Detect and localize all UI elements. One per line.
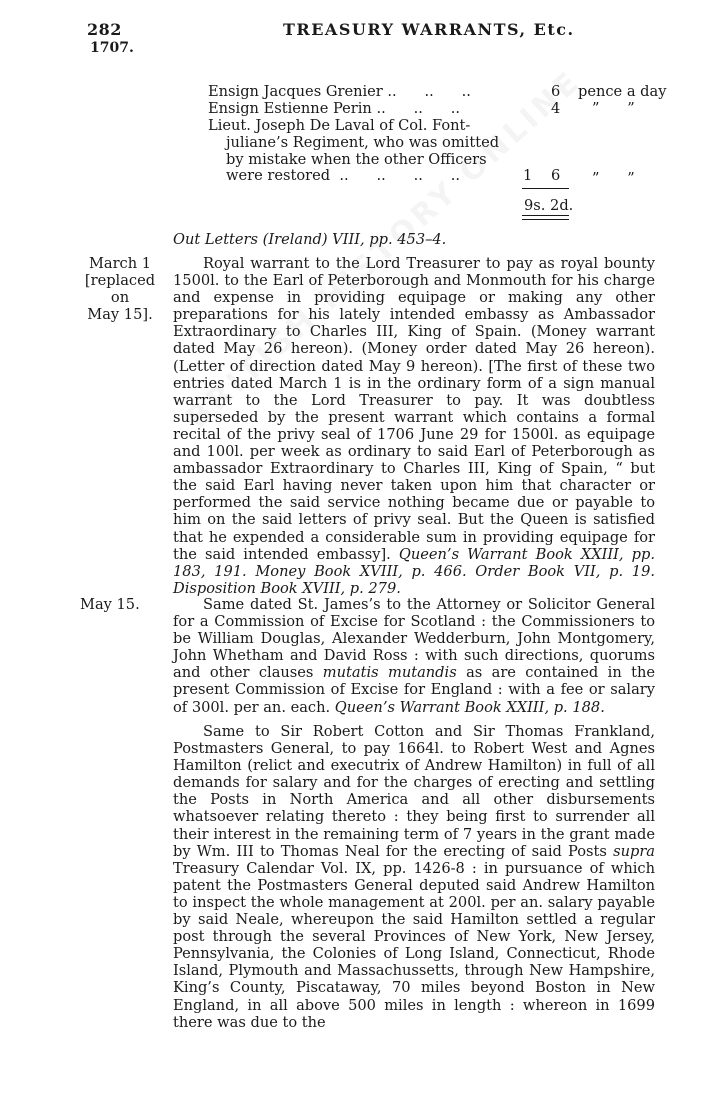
allowance-row — [208, 100, 460, 117]
ditto-marks: ” ” — [592, 170, 635, 187]
officer-name: Ensign Jacques Grenier — [208, 83, 383, 100]
amount-unit: pence a day — [578, 83, 667, 100]
dot-leader: .. .. .. — [382, 83, 471, 100]
entry-text-continued: as are contained in the present Commission of Excise for England : with a fee or salary of 300l. per an. each. — [173, 664, 655, 716]
entry-text-continued: Treasury Calendar Vol. IX, pp. 1426-8 : in pursuance of which patent the Postmasters General deputed said Andrew Hamilton to inspect the whole management at 200l. per an. salary payable by said Neale, whereupon the said Hamilton settled a regular post through the several Provinces of New York, New Jersey, Pennsylvania, the Colonies of Long Island, Connecticut, Rhode Island, Plymouth and Massachussetts, through New Hampshire, King’s County, Piscataway, 70 miles beyond Boston in New England, in all above 500 miles in length : whereon in 1699 there was due to the — [173, 859, 655, 1031]
margin-date-line: on — [110, 289, 130, 306]
margin-date-line: March 1 — [88, 255, 152, 272]
sum-rule — [522, 188, 569, 189]
dot-leader: .. .. .. — [371, 100, 460, 117]
margin-date-line: [replaced — [84, 272, 156, 289]
entry-text: Royal warrant to the Lord Treasurer to pay as royal bounty 1500l. to the Earl of Peterborough and Monmouth for his charge and expense in providing equipage or making any other preparations for his lately intended embassy as Ambassador Extraordinary to Charles III, King of Spain. (Money warrant dated May 26 hereon). (Money order dated May 26 hereon). (Letter of direction dated May 9 hereon). [The first of these two entries dated March 1 is in the ordinary form of a sign manual warrant to the Lord Treasurer to pay. It was doubtless superseded by the present warrant which contains a formal recital of the privy seal of 1706 June 29 for 1500l. as equipage and 100l. per week as ordinary to said Earl of Peterborough as ambassador Extraordinary to Charles III, King of Spain, “ but the said Earl having never taken upon him that character or performed the said service nothing became due or payable to him on the said letters of privy seal. But the Queen is satisfied that he expended a considerable sum in providing equipage for the said intended embassy]. — [173, 255, 655, 563]
amount-shillings: 1 — [523, 167, 533, 184]
warrant-entry — [173, 723, 655, 1031]
warrant-entry — [173, 255, 655, 597]
amount-pence: 6 — [551, 167, 561, 184]
margin-date-line: May 15. — [80, 596, 140, 613]
amount: 6 — [551, 83, 561, 100]
running-header: TREASURY WARRANTS, Etc. — [283, 20, 575, 39]
officer-entry-line: were restored .. .. .. .. — [226, 167, 460, 184]
officer-entry-line: juliane’s Regiment, who was omitted — [226, 134, 500, 151]
entry-text: Same dated St. James’s to the Attorney or Solicitor General for a Commission of Excise for Scotland : the Commissioners to be William Douglas, Alexander Wedderburn, John Montgomery, John Whetham and David Ross : with such directions, quorums and other clauses — [173, 596, 655, 682]
entry-text: Same to Sir Robert Cotton and Sir Thomas Frankland, Postmasters General, to pay 1664l. to Robert West and Agnes Hamilton (relict and executrix of Andrew Hamilton) in full of all demands for salary and for the charges of erecting and settling the Posts in North America and all other disbursements whatsoever relating thereto : they being first to surrender all their interest in the remaining term of 7 years in the grant made by Wm. III to Thomas Neal for the erecting of said Posts — [173, 723, 655, 860]
latin-word: supra — [613, 842, 656, 860]
page-number: 282 — [87, 20, 122, 39]
warrant-entry — [173, 596, 655, 716]
total-double-rule — [522, 215, 569, 220]
officer-entry-line: Lieut. Joseph De Laval of Col. Font- — [208, 117, 471, 134]
total-amount: 9s. 2d. — [524, 197, 574, 214]
entry-references: Queen’s Warrant Book XXIII, pp. 183, 191. Money Book XVIII, p. 466. Order Book VII, p. 19. Disposition Book XVIII, p. 279. — [173, 545, 655, 597]
officer-name: Ensign Estienne Perin — [208, 100, 372, 117]
allowance-row — [208, 83, 471, 100]
source-citation: Out Letters (Ireland) VIII, pp. 453–4. — [173, 231, 447, 248]
year-marker: 1707. — [90, 40, 134, 56]
amount: 4 — [551, 100, 561, 117]
ditto-marks: ” ” — [592, 100, 635, 117]
margin-date-line: May 15]. — [87, 306, 153, 323]
margin-date — [80, 596, 148, 613]
entry-references: Queen’s Warrant Book XXIII, p. 188. — [334, 698, 605, 716]
officer-entry-line: by mistake when the other Officers — [226, 151, 487, 168]
latin-phrase: mutatis mutandis — [322, 664, 457, 682]
margin-date — [80, 255, 160, 323]
